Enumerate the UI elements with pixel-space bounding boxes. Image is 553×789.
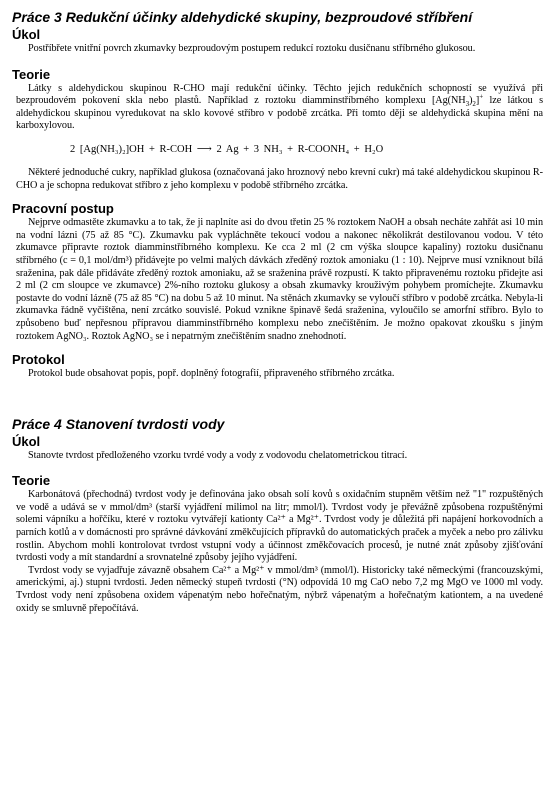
prace3-ukol-heading: Úkol bbox=[12, 27, 41, 42]
prace4-title: Práce 4 Stanovení tvrdosti vody bbox=[12, 415, 225, 432]
prace4-teorie-p2: Tvrdost vody se vyjadřuje závazně obsahem Ca²⁺ a Mg²⁺ v mmol/dm³ (mmol/l). Historicky také německými (francouzskými, americkými, aj.) stupni tvrdosti. Jeden německý stupeň tvrdosti (°N) odpovídá 10 mg CaO nebo 7,2 mg MgO ve 1000 ml vody. Tvrdost vody není způsobena oxidem vápenatým nebo hořečnatým, nýbrž vápenatým a hořečnatým kationtem, a na uvedené oxidy se smluvně přepočítává. bbox=[16, 564, 543, 614]
prace3-postup-heading: Pracovní postup bbox=[12, 201, 114, 217]
prace4-ukol-text: Stanovte tvrdost předloženého vzorku tvrdé vody a vody z vodovodu chelatometrickou titrací. bbox=[28, 449, 408, 461]
prace3-protokol-text: Protokol bude obsahovat popis, popř. doplněný fotografií, připraveného stříbrného zrcátka. bbox=[28, 368, 395, 380]
prace3-teorie-p2: Některé jednoduché cukry, například glukosa (označovaná jako hroznový nebo krevní cukr) má také aldehydickou skupinou R-CHO a je schopna redukovat stříbro z jeho komplexu v podobě stříbrného zrcátka. bbox=[16, 166, 543, 191]
prace4-teorie-heading: Teorie bbox=[12, 473, 51, 489]
prace3-teorie-p1: Látky s aldehydickou skupinou R-CHO mají redukční účinky. Těchto jejich redukčních schopností se využívá při bezproudovém pokovení skla nebo plastů. Například z roztoku diamminstříbrného komplexu $[Ag(NH_3)_2]^+$ lze látkou s aldehydickou skupinou vyredukovat na sklo kovové stříbro v podobě zrcátka. Při tomto ději se aldehydická skupina mění na karboxylovou. bbox=[16, 82, 543, 132]
prace3-teorie-heading: Teorie bbox=[12, 66, 51, 82]
redox-equation: 2 [Ag(NH₃)₂]OH + R-COH ⟶ 2 Ag + 3 NH₃ + R-COONH₄ + H₂O bbox=[70, 143, 384, 155]
prace3-postup-text: Nejprve odmastěte zkumavku a to tak, že ji naplníte asi do dvou třetin 25 % roztokem NaOH a obsah necháte zahřát asi 10 min na vodní lázni (75 až 85 °C). Zkumavku pak vypláchněte tekoucí vodou a nakonec několikrát destilovanou vodou. V této zkumavce připravte roztok diamminstříbrného komplexu. Ke cca 2 ml (2 cm výška sloupce kapaliny) roztoku dusičnanu stříbrného (c = 0,1 mol/dm³) přidávejte po velmi malých dávkách zředěný roztok amoniaku (1 : 10). Nejprve musí vzniknout bílá sraženina, pak dále přidáváte zředěný roztok amoniaku, až se sraženina právě rozpustí. K takto připravenému roztoku přidejte asi 2 ml (2 cm sloupce ve zkumavce) 2%-ního roztoku glukosy a obsah zkumavky krouživým pohybem promíchejte. Zkumavku postavte do vodní lázně (75 až 85 °C) na dobu 5 až 10 minut. Na stěnách zkumavky se vyloučí stříbro v podobě zrcátka. Nebyla-li zkumavka řádně vyčištěna, není zrcátko souvislé. Pokud vznikne špinavě šedá sraženina, vyloučilo se amorfní stříbro. Bylo to způsobeno buď nepřesnou přípravou diamminstříbrného komplexu nebo znečištěním. Je možno opakovat zkoušku s jiným roztokem AgNO₃. Roztok AgNO₃ se i nepatrným znečištěním snadno znehodnotí. bbox=[16, 217, 543, 342]
prace3-title: Práce 3 Redukční účinky aldehydické skupiny, bezproudové stříbření bbox=[12, 9, 473, 25]
prace4-teorie-p1: Karbonátová (přechodná) tvrdost vody je definována jako obsah solí kovů s oxidačním stupněm větším než "1" rozpuštěných ve vodě a udává se v mmol/dm³ (starší vyjádření milimol na litr; mmol/l). Tvrdost vody je převážně způsobena rozpuštěnými solemi vápníku a hořčíku, které v roztoku vytvářejí kationty Ca²⁺ a Mg²⁺. Tvrdost vody je důležitá při napájení horkovodních a parních kotlů a v domácnosti pro správné dávkování změkčujících přípravků do automatických praček a myček a nebo pro zálivku rostlin. Abychom mohli kontrolovat tvrdost vstupní vody a účinnost změkčovacích procesů, je nutné znát způsoby zjišťování tvrdosti vody a mít standardní a srovnatelné způsoby jejího vyjádření. bbox=[16, 489, 543, 564]
prace3-protokol-heading: Protokol bbox=[12, 352, 65, 368]
prace4-ukol-heading: Úkol bbox=[12, 433, 41, 449]
prace3-ukol-text: Postříbřete vnitřní povrch zkumavky bezproudovým postupem redukcí roztoku dusičnanu stříbrného glukosou. bbox=[28, 43, 476, 54]
